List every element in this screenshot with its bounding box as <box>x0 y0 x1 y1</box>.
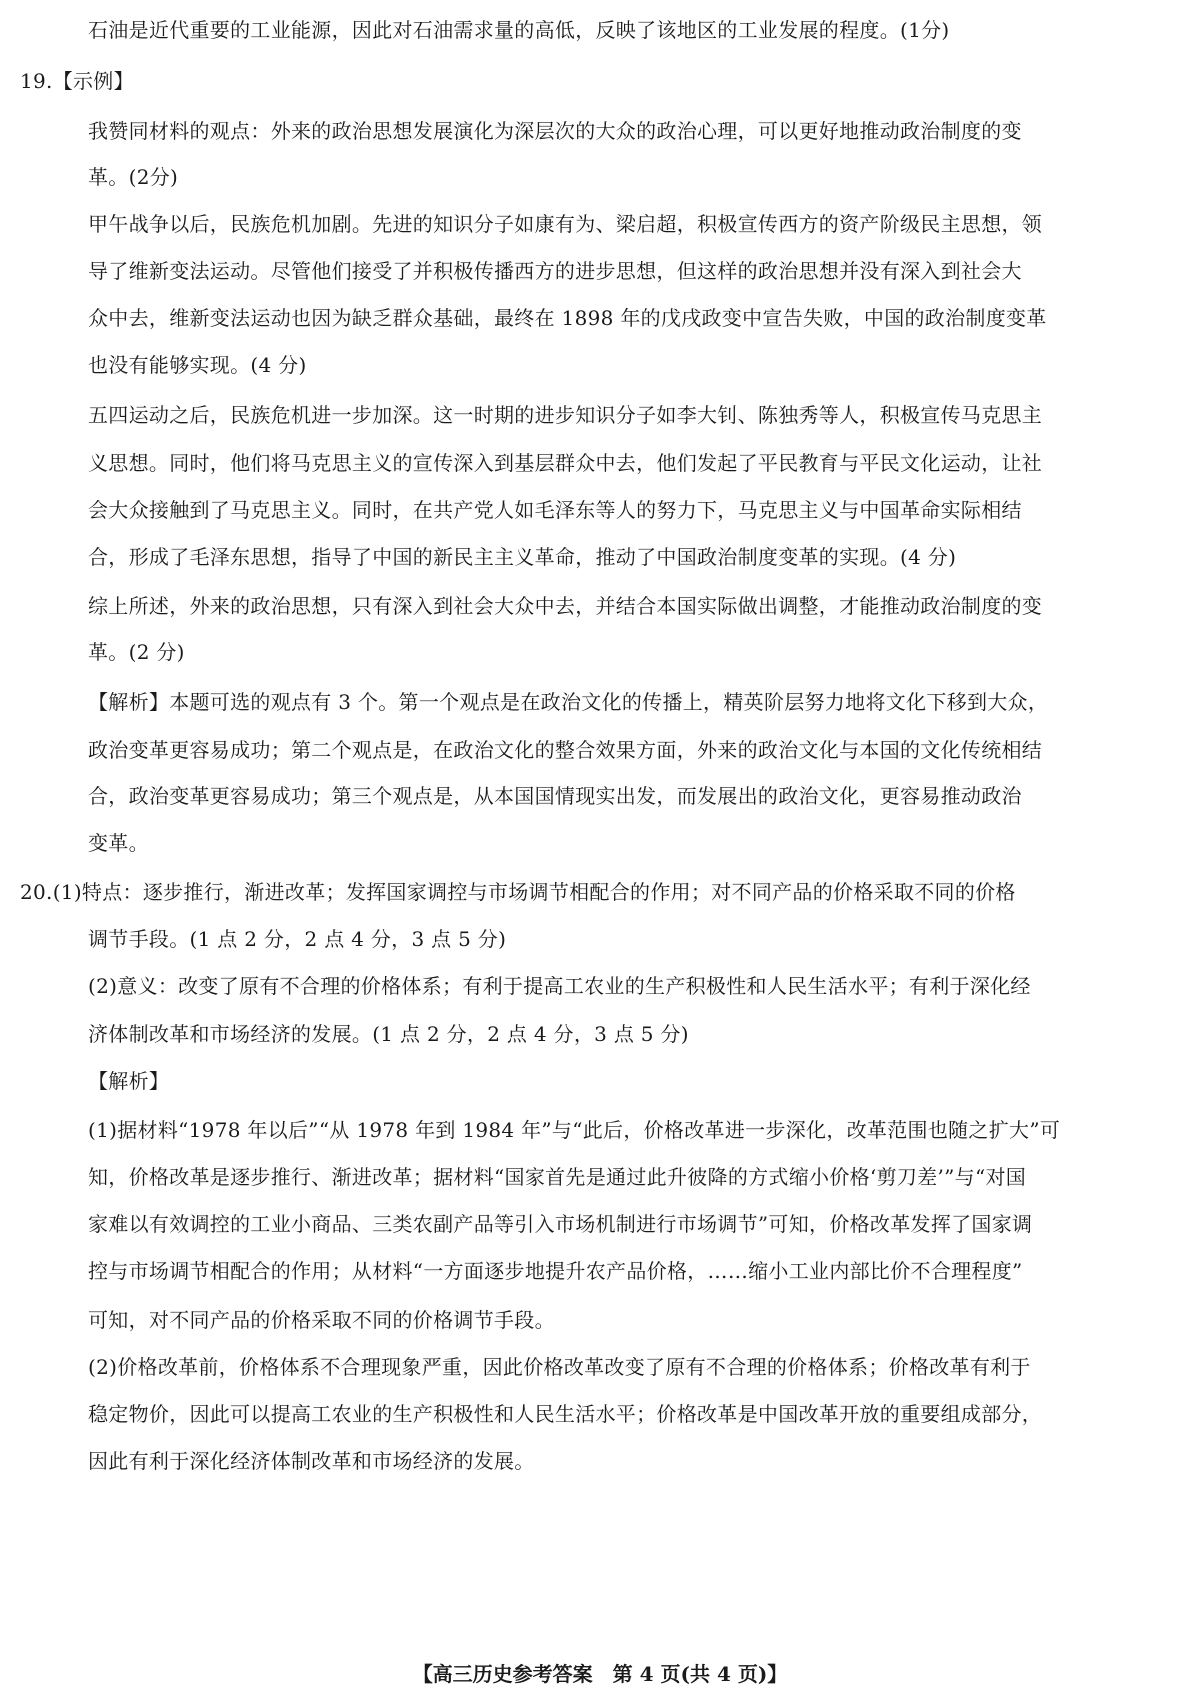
text-line: 合，形成了毛泽东思想，指导了中国的新民主主义革命，推动了中国政治制度变革的实现。(4 分) <box>88 545 957 569</box>
text-line: 甲午战争以后，民族危机加剧。先进的知识分子如康有为、梁启超，积极宣传西方的资产阶级民主思想，领 <box>88 212 1043 236</box>
question-20-heading: 20.(1)特点：逐步推行，渐进改革；发挥国家调控与市场调节相配合的作用；对不同产品的价格采取不同的价格 <box>20 880 1016 904</box>
text-line: 导了维新变法运动。尽管他们接受了并积极传播西方的进步思想，但这样的政治思想并没有深入到社会大 <box>88 259 1022 283</box>
text-line: 也没有能够实现。(4 分) <box>88 353 307 377</box>
text-line: 革。(2 分) <box>88 640 185 664</box>
text-line: 稳定物价，因此可以提高工农业的生产积极性和人民生活水平；价格改革是中国改革开放的重要组成部分， <box>88 1402 1043 1426</box>
text-line: 家难以有效调控的工业小商品、三类农副产品等引入市场机制进行市场调节”可知，价格改革发挥了国家调 <box>88 1212 1033 1236</box>
text-line: 调节手段。(1 点 2 分，2 点 4 分，3 点 5 分) <box>88 927 507 951</box>
text-line: (2)价格改革前，价格体系不合理现象严重，因此价格改革改变了原有不合理的价格体系；价格改革有利于 <box>88 1355 1031 1379</box>
text-line: 综上所述，外来的政治思想，只有深入到社会大众中去，并结合本国实际做出调整，才能推动政治制度的变 <box>88 594 1043 618</box>
text-line: 济体制改革和市场经济的发展。(1 点 2 分，2 点 4 分，3 点 5 分) <box>88 1022 689 1046</box>
text-line: 可知，对不同产品的价格采取不同的价格调节手段。 <box>88 1308 555 1332</box>
text-line: 合，政治变革更容易成功；第三个观点是，从本国国情现实出发，而发展出的政治文化，更容易推动政治 <box>88 784 1022 808</box>
question-19-heading: 19.【示例】 <box>20 69 134 93</box>
text-line: 五四运动之后，民族危机进一步加深。这一时期的进步知识分子如李大钊、陈独秀等人，积极宣传马克思主 <box>88 403 1043 427</box>
analysis-line: 【解析】本题可选的观点有 3 个。第一个观点是在政治文化的传播上，精英阶层努力地将文化下移到大众， <box>88 690 1049 714</box>
text-line: 控与市场调节相配合的作用；从材料“一方面逐步地提升农产品价格，……缩小工业内部比价不合理程度” <box>88 1259 1023 1283</box>
page-footer: 【高三历史参考答案 第 4 页(共 4 页)】 <box>412 1662 788 1686</box>
text-line: 我赞同材料的观点：外来的政治思想发展演化为深层次的大众的政治心理，可以更好地推动政治制度的变 <box>88 119 1022 143</box>
text-line: 众中去，维新变法运动也因为缺乏群众基础，最终在 1898 年的戊戌政变中宣告失败，中国的政治制度变革 <box>88 306 1047 330</box>
text-line: 因此有利于深化经济体制改革和市场经济的发展。 <box>88 1449 535 1473</box>
text-line: 革。(2分) <box>88 165 179 189</box>
text-line: 石油是近代重要的工业能源，因此对石油需求量的高低，反映了该地区的工业发展的程度。(1分) <box>88 18 950 42</box>
text-line: 会大众接触到了马克思主义。同时，在共产党人如毛泽东等人的努力下，马克思主义与中国革命实际相结 <box>88 498 1022 522</box>
text-line: 政治变革更容易成功；第二个观点是，在政治文化的整合效果方面，外来的政治文化与本国的文化传统相结 <box>88 738 1043 762</box>
text-line: 义思想。同时，他们将马克思主义的宣传深入到基层群众中去，他们发起了平民教育与平民文化运动，让社 <box>88 451 1043 475</box>
text-line: 知，价格改革是逐步推行、渐进改革；据材料“国家首先是通过此升彼降的方式缩小价格‘剪刀差’”与“对国 <box>88 1165 1027 1189</box>
text-line: (1)据材料“1978 年以后”“从 1978 年到 1984 年”与“此后，价格改革进一步深化，改革范围也随之扩大”可 <box>88 1118 1061 1142</box>
analysis-heading: 【解析】 <box>88 1069 170 1093</box>
text-line: (2)意义：改变了原有不合理的价格体系；有利于提高工农业的生产积极性和人民生活水平；有利于深化经 <box>88 974 1031 998</box>
text-line: 变革。 <box>88 831 149 855</box>
